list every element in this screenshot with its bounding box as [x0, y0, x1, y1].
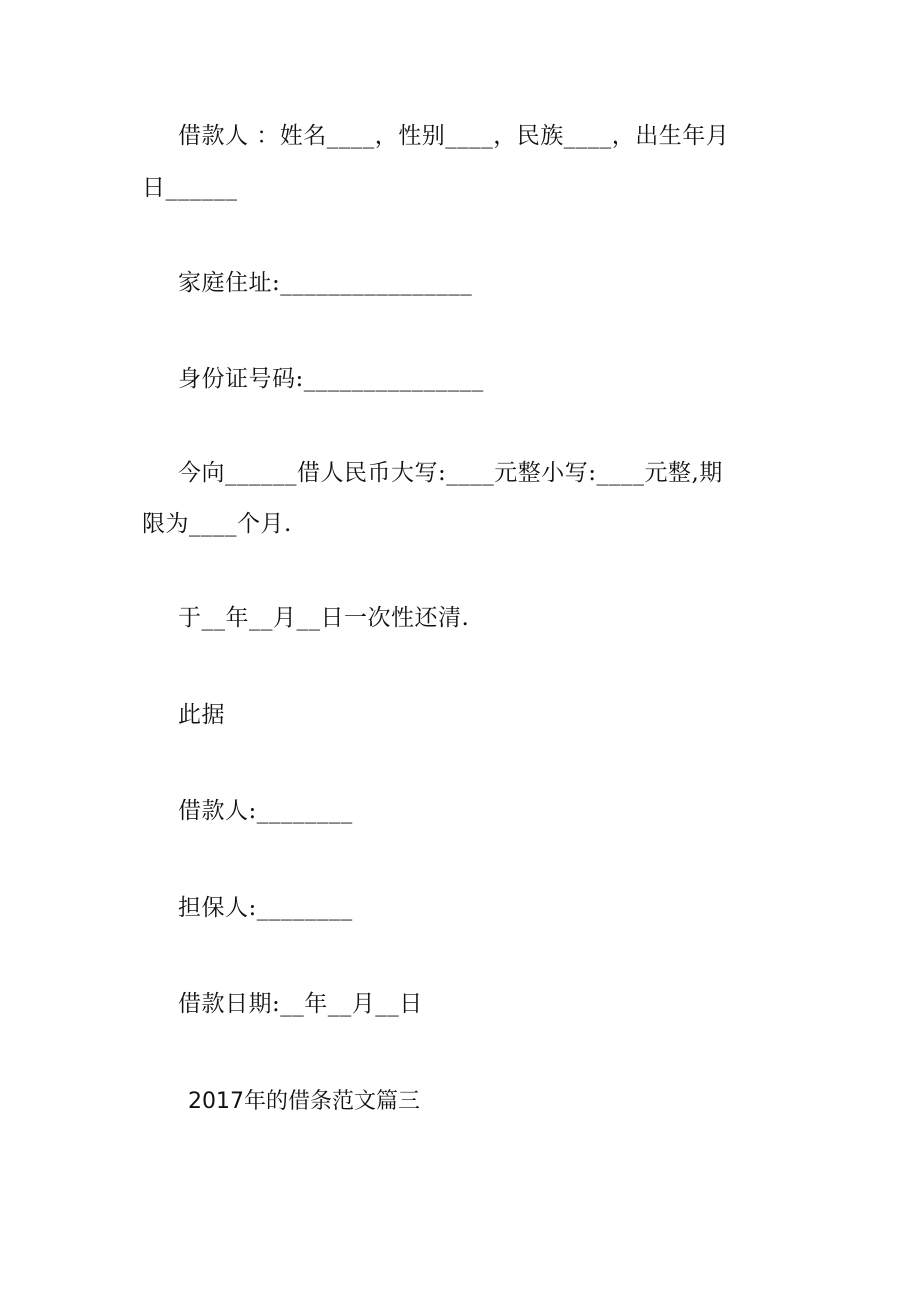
guarantor-signature: 担保人:________	[178, 895, 353, 921]
repay-date: 于__年__月__日一次性还清.	[178, 605, 470, 631]
borrower-signature: 借款人:________	[178, 798, 353, 824]
section-heading: 2017年的借条范文篇三	[188, 1089, 420, 1114]
id-number: 身份证号码:_______________	[178, 366, 484, 392]
home-address: 家庭住址:________________	[178, 270, 473, 296]
borrower-info-line2: 日______	[142, 175, 238, 201]
evidence-text: 此据	[178, 702, 225, 728]
borrower-info-line1: 借款人 ：姓名____，性别____，民族____，出生年月	[178, 123, 730, 149]
loan-date: 借款日期:__年__月__日	[178, 991, 423, 1017]
loan-amount-line1: 今向______借人民币大写:____元整小写:____元整,期	[178, 460, 723, 486]
loan-amount-line2: 限为____个月.	[142, 511, 292, 537]
